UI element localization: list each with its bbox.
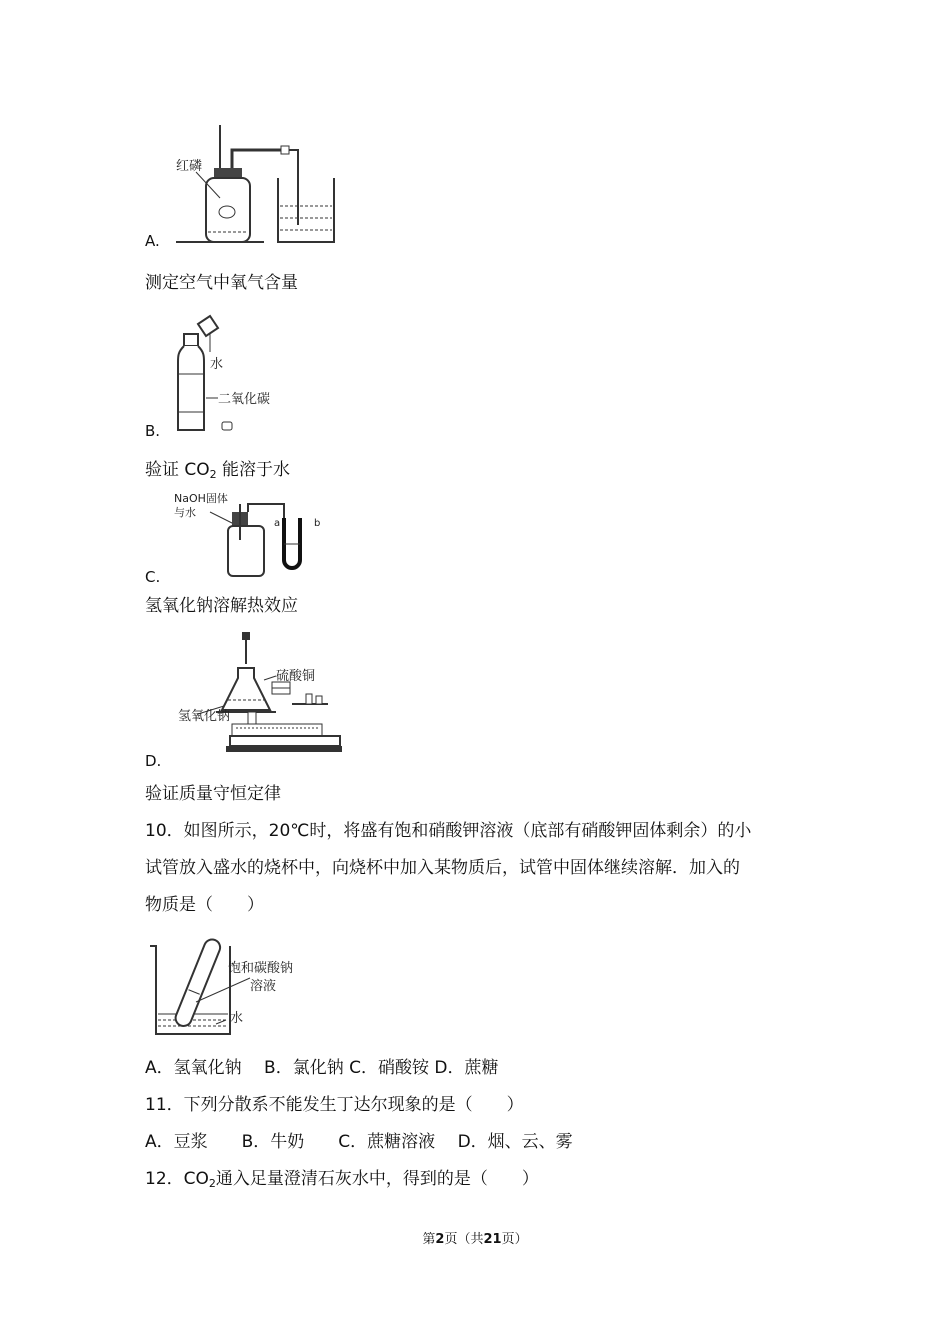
figure-q10-label-line2: 溶液 (250, 979, 277, 994)
q11-choices: A．豆浆 B．牛奶 C．蔗糖溶液 D．烟、云、雾 (145, 1132, 573, 1152)
option-b-caption-post: 能溶于水 (216, 460, 291, 480)
figure-a-label: 红磷 (176, 159, 203, 174)
q11-stem: 11．下列分散系不能发生丁达尔现象的是（ ） (145, 1095, 524, 1115)
q12-stem-sub: 2 (208, 1177, 216, 1190)
figure-b-co2-label: 二氧化碳 (218, 392, 271, 407)
option-b-caption (145, 459, 290, 486)
page-footer (0, 1228, 950, 1247)
q10-stem-line3: 物质是（ ） (145, 895, 264, 915)
footer-total-pages: 21 (483, 1232, 502, 1247)
footer-post: 页） (501, 1232, 528, 1247)
figure-b-apparatus (170, 312, 280, 436)
figure-d-apparatus (172, 628, 342, 758)
figure-a-apparatus (170, 120, 340, 248)
figure-d-label-left: 氢氧化钠 (178, 709, 231, 724)
q12-stem-pre: 12．CO (145, 1169, 209, 1189)
figure-q10-label-water: 水 (230, 1011, 244, 1026)
figure-q10-beaker (146, 932, 306, 1040)
q10-stem-line1: 10．如图所示，20℃时，将盛有饱和硝酸钾溶液（底部有硝酸钾固体剩余）的小 (145, 821, 752, 841)
q12-stem-post: 通入足量澄清石灰水中，得到的是（ ） (215, 1169, 539, 1189)
figure-q10-label-line1: 饱和碳酸钠 (228, 961, 294, 976)
figure-c-label-line2: 与水 (174, 506, 196, 519)
option-a-caption: 测定空气中氧气含量 (145, 273, 298, 293)
option-c-caption: 氢氧化钠溶解热效应 (145, 596, 298, 616)
figure-c-apparatus (170, 490, 330, 582)
option-b-caption-pre: 验证 CO (145, 460, 210, 480)
q12-stem (145, 1168, 539, 1195)
q10-choices: A．氢氧化钠 B．氯化钠 C．硝酸铵 D．蔗糖 (145, 1058, 499, 1078)
figure-c-tube-a: a (274, 518, 281, 529)
footer-page-number: 2 (435, 1232, 445, 1247)
figure-d-label-right: 硫酸铜 (276, 669, 316, 684)
figure-b-water-label: 水 (210, 357, 224, 372)
q10-stem-line2: 试管放入盛水的烧杯中，向烧杯中加入某物质后，试管中固体继续溶解．加入的 (145, 858, 740, 878)
option-b-label: B. (145, 422, 161, 440)
footer-pre: 第 (422, 1232, 436, 1247)
figure-c-tube-b: b (314, 518, 321, 529)
footer-mid: 页（共 (444, 1232, 484, 1247)
option-d-caption: 验证质量守恒定律 (145, 784, 281, 804)
option-a-label: A. (145, 232, 160, 250)
figure-c-label-line1: NaOH固体 (174, 492, 228, 505)
option-c-label: C. (145, 568, 161, 586)
option-b-caption-sub: 2 (209, 468, 217, 481)
option-d-label: D. (145, 752, 162, 770)
